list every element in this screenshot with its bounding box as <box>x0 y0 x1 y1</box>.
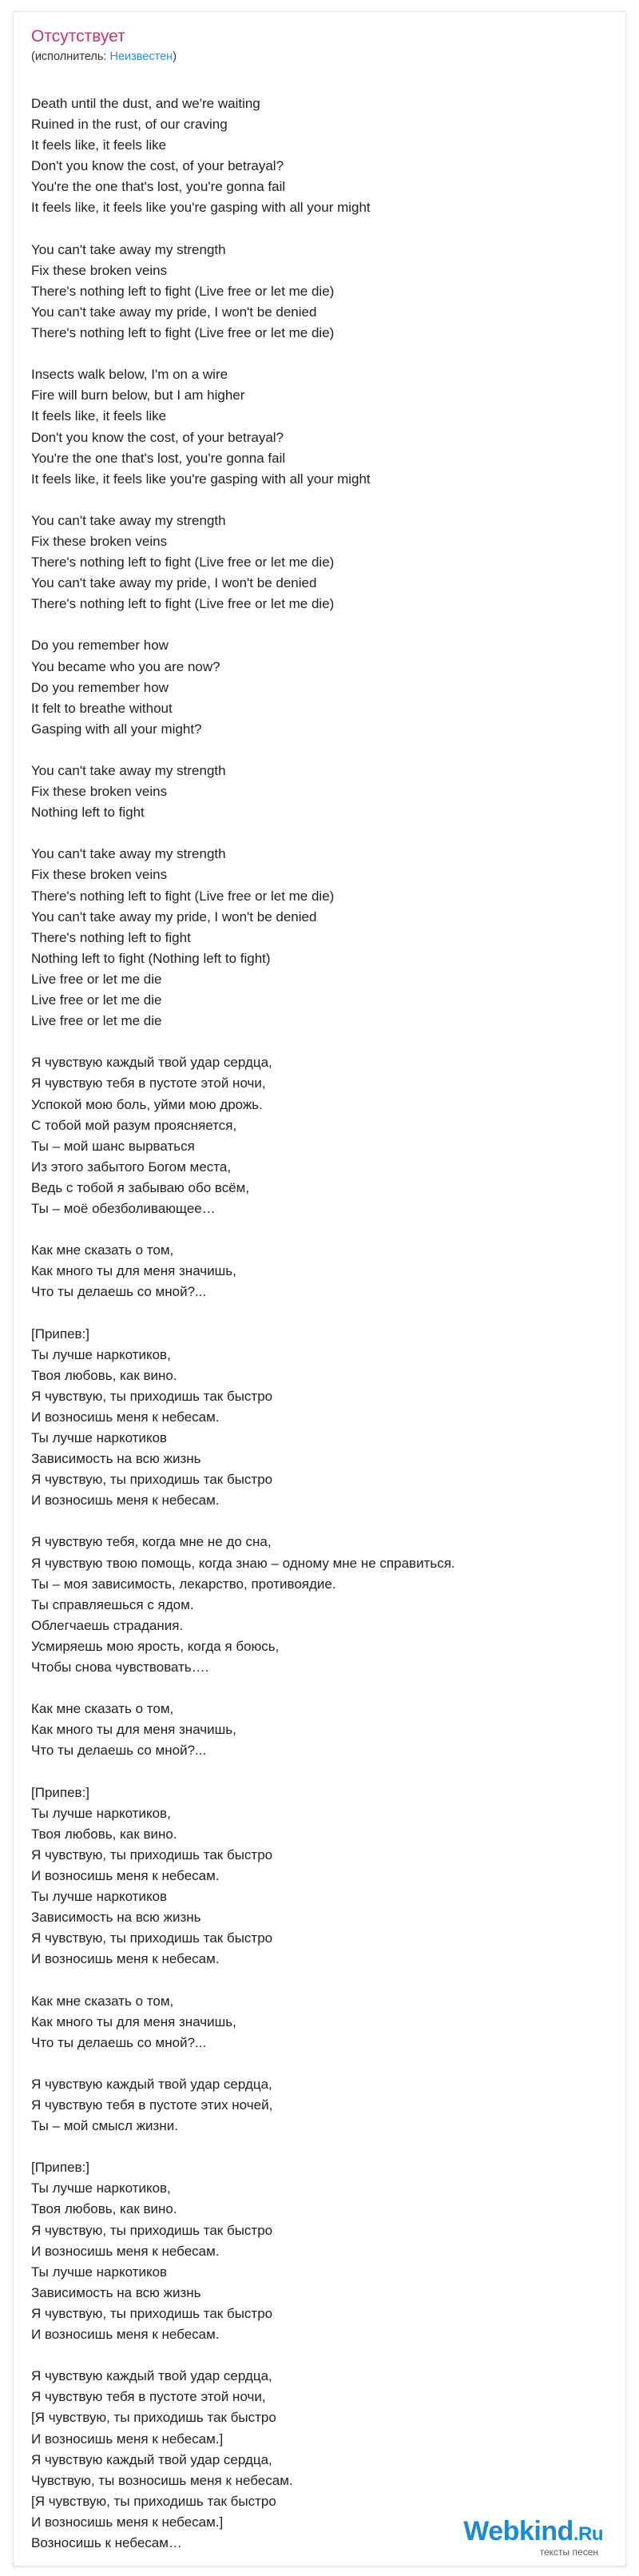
lyrics-text: Death until the dust, and we're waiting Ruined in the rust, of our craving It feels like, it feels like Don't you know the cost, of your betrayal? You're the one that's lost, you're gonna fail It feels like, it feels like you're gasping with all your might You can't take away my strength Fix these broken veins There's nothing left to fight (Live free or let me die) You can't take away my pride, I won't be denied There's nothing left to fight (Live free or let me die) Insects walk below, I'm on a wire Fire will burn below, but I am higher It feels like, it feels like Don't you know the cost, of your betrayal? You're the one that's lost, you're gonna fail It feels like, it feels like you're gasping with all your might You can't take away my strength Fix these broken veins There's nothing left to fight (Live free or let me die) You can't take away my pride, I won't be denied There's nothing left to fight (Live free or let me die) Do you remember how You became who you are now? Do you remember how It felt to breathe without Gasping with all your might? You can't take away my strength Fix these broken veins Nothing left to fight You can't take away my strength Fix these broken veins There's nothing left to fight (Live free or let me die) You can't take away my pride, I won't be denied There's nothing left to fight Nothing left to fight (Nothing left to fight) Live free or let me die Live free or let me die Live free or let me die Я чувствую каждый твой удар сердца, Я чувствую тебя в пустоте этой ночи, Успокой мою боль, уйми мою дрожь. С тобой мой разум проясняется, Ты – мой шанс вырваться Из этого забытого Богом места, Ведь с тобой я забываю обо всём, Ты – моё обезболивающее… Как мне сказать о том, Как много ты для меня значишь, Что ты делаешь со мной?... [Припев:] Ты лучше наркотиков, Твоя любовь, как вино. Я чувствую, ты приходишь так быстро И возносишь меня к небесам. Ты лучше наркотиков Зависимость на всю жизнь Я чувствую, ты приходишь так быстро И возносишь меня к небесам. Я чувствую тебя, когда мне не до сна, Я чувствую твою помощь, когда знаю – одному мне не справиться. Ты – моя зависимость, лекарство, противоядие. Ты справляешься с ядом. Облегчаешь страдания. Усмиряешь мою ярость, когда я боюсь, Чтобы снова чувствовать…. Как мне сказать о том, Как много ты для меня значишь, Что ты делаешь со мной?... [Припев:] Ты лучше наркотиков, Твоя любовь, как вино. Я чувствую, ты приходишь так быстро И возносишь меня к небесам. Ты лучше наркотиков Зависимость на всю жизнь Я чувствую, ты приходишь так быстро И возносишь меня к небесам. Как мне сказать о том, Как много ты для меня значишь, Что ты делаешь со мной?... Я чувствую каждый твой удар сердца, Я чувствую тебя в пустоте этих ночей, Ты – мой смысл жизни. [Припев:] Ты лучше наркотиков, Твоя любовь, как вино. Я чувствую, ты приходишь так быстро И возносишь меня к небесам. Ты лучше наркотиков Зависимость на всю жизнь Я чувствую, ты приходишь так быстро И возносишь меня к небесам. Я чувствую каждый твой удар сердца, Я чувствую тебя в пустоте этой ночи, [Я чувствую, ты приходишь так быстро И возносишь меня к небесам.] Я чувствую каждый твой удар сердца, Чувствую, ты возносишь меня к небесам. [Я чувствую, ты приходишь так быстро И возносишь меня к небесам.] Возносишь к небесам… <box>31 96 455 2550</box>
artist-prefix: (исполнитель: <box>31 50 110 63</box>
webkind-logo[interactable] <box>463 2518 603 2558</box>
logo-wordmark <box>463 2518 603 2545</box>
logo-domain: .Ru <box>573 2523 603 2545</box>
lyrics-card <box>13 11 626 2566</box>
logo-name: Webkind <box>463 2516 574 2546</box>
logo-tagline: тексты песен <box>539 2546 598 2558</box>
artist-suffix: ) <box>173 50 177 63</box>
artist-link[interactable]: Неизвестен <box>109 50 173 63</box>
song-title: Отсутствует <box>31 27 125 46</box>
artist-line <box>31 50 177 63</box>
